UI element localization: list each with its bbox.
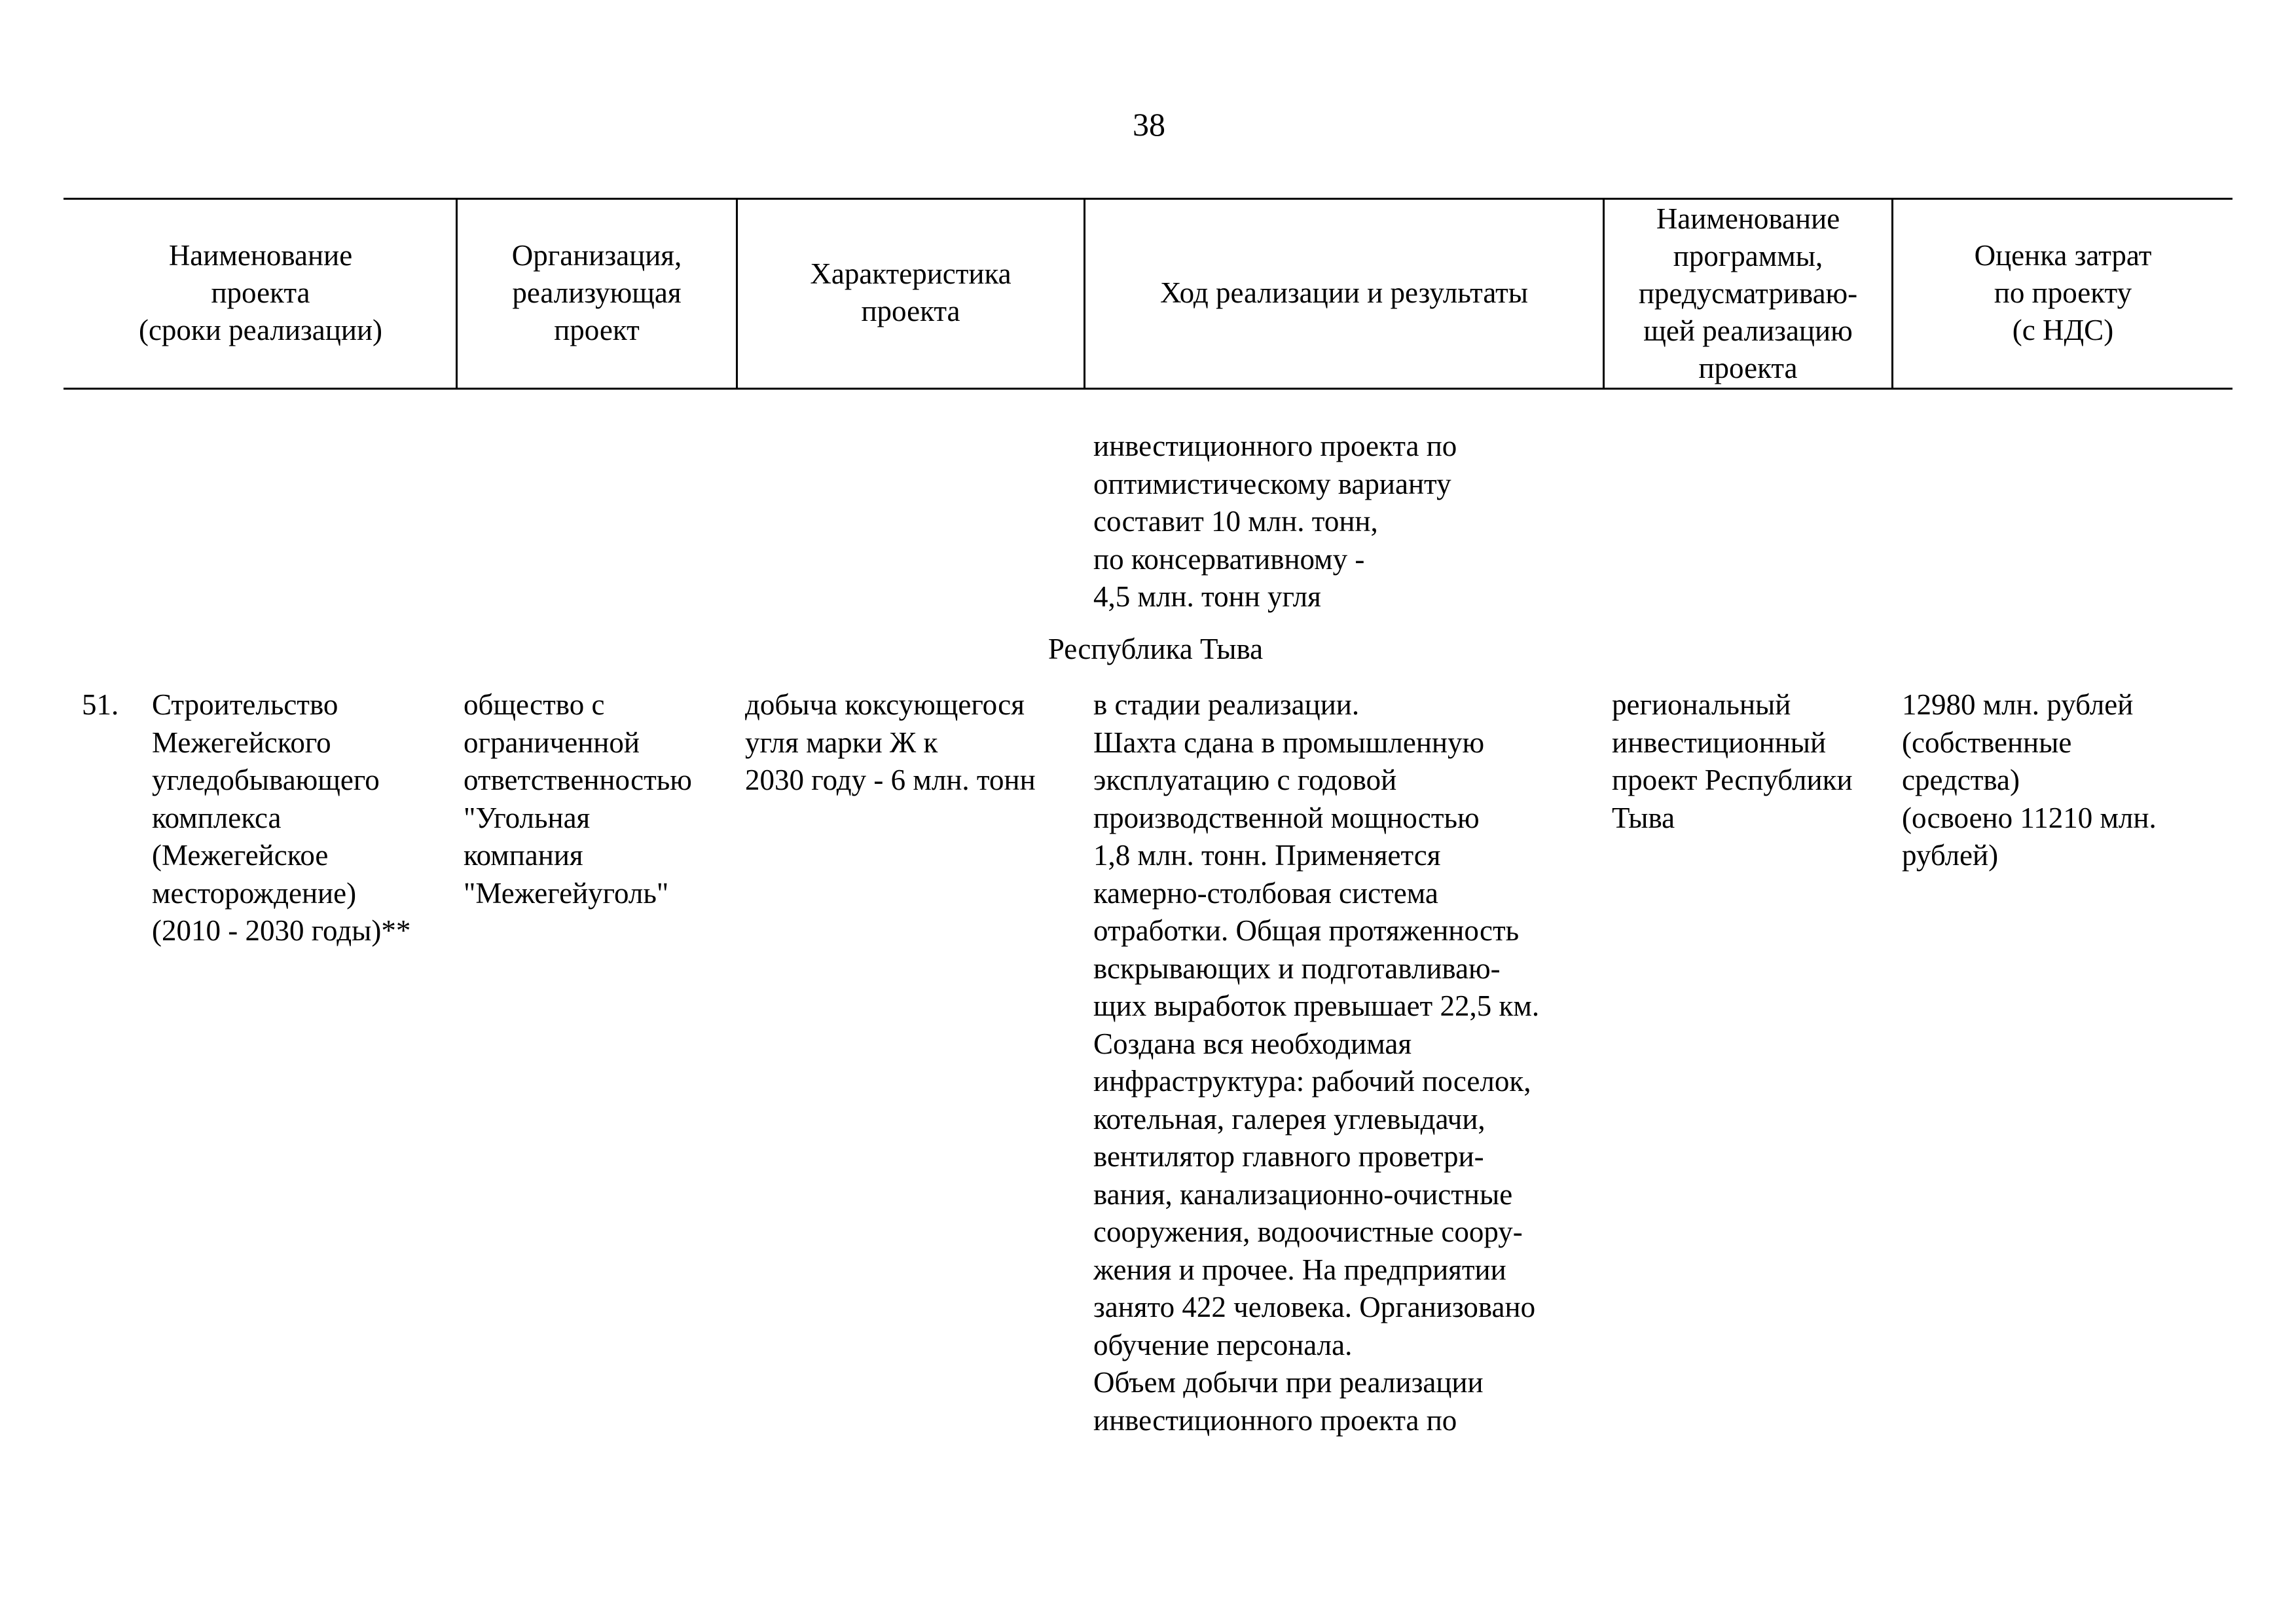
row-project-name: Строительство Межегейского угледобывающего комплекса (Межегейское месторождение) (2010 - 2030 годы)**	[152, 688, 411, 947]
header-progress-text: Ход реализации и результаты	[1159, 276, 1529, 309]
header-project-name-text: Наименование проекта (сроки реализации)	[138, 238, 383, 346]
header-organization-text: Организация, реализующая проект	[511, 238, 682, 346]
header-cost-text: Оценка затрат по проекту (с НДС)	[1974, 238, 2152, 346]
row-progress: в стадии реализации. Шахта сдана в промышленную эксплуатацию с годовой производственной мощностью 1,8 млн. тонн. Применяется камерно-столбовая система отработки. Общая протяженность вскрывающих и подготавливаю- щих выработок превышает 22,5 км. Создана вся необходимая инфраструктура: рабочий поселок, котельная, галерея углевыдачи, вентилятор главного проветри- вания, канализационно-очистные сооружения, водоочистные соору- жения и прочее. На предприятии занято 422 человека. Организовано обучение персонала. Объем добычи при реализации инвестиционного проекта по	[1093, 688, 1540, 1437]
row-characteristics: добыча коксующегося угля марки Ж к 2030 году - 6 млн. тонн	[745, 688, 1036, 796]
header-progress	[1085, 198, 1603, 388]
table-header-bottom-rule	[64, 388, 2232, 390]
header-characteristics-text: Характеристика проекта	[810, 257, 1011, 327]
header-program-text: Наименование программы, предусматриваю- щей реализацию проекта	[1638, 202, 1858, 384]
header-characteristics	[738, 198, 1084, 388]
region-heading: Республика Тыва	[1048, 633, 1264, 665]
row-cost: 12980 млн. рублей (собственные средства) (освоено 11210 млн. рублей)	[1902, 688, 2157, 872]
page-number: 38	[1133, 106, 1165, 143]
header-program	[1605, 198, 1891, 388]
row-organization: общество с ограниченной ответственностью "Угольная компания "Межегейуголь"	[464, 688, 692, 910]
continuation-text: инвестиционного проекта по оптимистическому варианту составит 10 млн. тонн, по консервативному - 4,5 млн. тонн угля	[1093, 430, 1457, 613]
header-organization	[458, 198, 736, 388]
header-project-name	[65, 198, 456, 388]
header-cost	[1893, 198, 2232, 388]
row-program: региональный инвестиционный проект Республики Тыва	[1612, 688, 1853, 834]
row-number: 51.	[82, 688, 119, 721]
